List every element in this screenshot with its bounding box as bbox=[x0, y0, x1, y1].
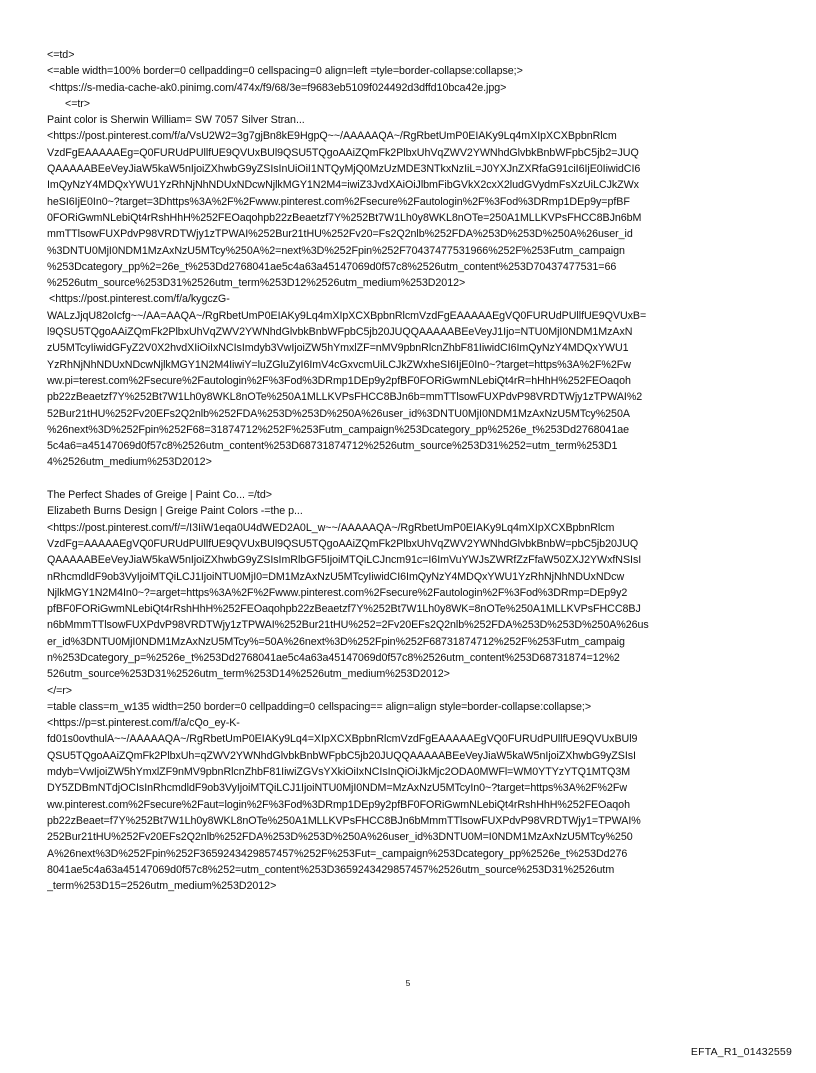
text-line: 8041ae5c4a63a45147069d0f57c8%252=utm_content%253D3659243429857457%2526utm_source%253D31%2526utm bbox=[47, 863, 615, 876]
text-line: mmTTlsowFUXPdvP98VRDTWjy1zTPWAI%252Bur21tHU%252Fv20=Fs2Q2nlb%252FDA%253D%253D%250A%26user_id bbox=[47, 228, 633, 241]
text-line: 4%2526utm_medium%253D2012> bbox=[47, 456, 212, 469]
text-line: n6bMmmTTlsowFUXPdvP98VRDTWjy1zTPWAI%252Bur21tHU%252=2Fv20EFs2Q2nlb%252FDA%253D%253D%250A%26us bbox=[47, 619, 649, 632]
text-line: The Perfect Shades of Greige | Paint Co... =/td> bbox=[47, 489, 272, 502]
text-line: QAAAAABEeVeyJiaW5kaW5nIjoiZXhwbG9yZSIsInUiOiI1NTQyMjQ0MzUzMDE3NTkxNzIiL=J0YXJnZXRfaG91ciI6IjE0IiwidCI6 bbox=[47, 163, 641, 176]
text-line: Paint color is Sherwin William= SW 7057 Silver Stran... bbox=[47, 114, 305, 127]
text-line: fd01s0ovthulA~~/AAAAAQA~/RgRbetUmP0EIAKy9Lq4=XIpXCXBpbnRlcmVzdFgEAAAAAEgVQ0FURUdPUllfUE9QVUxBUl9 bbox=[47, 733, 638, 746]
text-line: <=able width=100% border=0 cellpadding=0 cellspacing=0 align=left =tyle=border-collapse:collapse;> bbox=[47, 65, 523, 78]
text-line: VzdFg=AAAAAEgVQ0FURUdPUllfUE9QVUxBUl9QSU5TQgoAAiZQmFk2PlbxUhVqZWV2YWNhdGlvbkBnbW=pbC5jb20JUQ bbox=[47, 537, 639, 550]
text-line: %253Dcategory_pp%2=26e_t%253Dd2768041ae5c4a63a45147069d0f57c8%2526utm_content%253D70437477531=66 bbox=[47, 260, 617, 273]
text-line: <https://post.pinterest.com/f/a/VsU2W2=3g7gjBn8kE9HgpQ~~/AAAAAQA~/RgRbetUmP0EIAKy9Lq4mXIpXCXBpbnRlcm bbox=[47, 130, 617, 143]
text-line: 526utm_source%253D31%2526utm_term%253D14%2526utm_medium%253D2012> bbox=[47, 668, 450, 681]
text-line: YzRhNjNhNDUxNDcwNjlkMGY1N2M4IiwiY=luZGluZyI6ImV4cGxvcmUiLCJkZWxheSI6IjE0In0~?target=https%3A%2F%2Fw bbox=[47, 358, 631, 371]
text-line: 52Bur21tHU%252Fv20EFs2Q2nlb%252FDA%253D%253D%250A%26user_id%3DNTU0MjI0NDM1MzAxNzU5MTcy%250A bbox=[47, 407, 630, 420]
text-line: <https://post.pinterest.com/f/=/I3IiW1eqa0U4dWED2A0L_w~~/AAAAAQA~/RgRbetUmP0EIAKy9Lq4mXIpXCXBpbnRlcm bbox=[47, 521, 615, 534]
text-line: QAAAAABEeVeyJiaW5kaW5nIjoiZXhwbG9yZSIsImRlbGF5IjoiMTQiLCJncm91c=I6ImVuYWJsZWRfZzFfaW50ZXJ2YWxfNSIsI bbox=[47, 554, 642, 567]
text-line: WALzJjqU82oIcfg~~/AA=AAQA~/RgRbetUmP0EIAKy9Lq4mXIpXCXBpbnRlcmVzdFgEAAAAAEgVQ0FURUdPUllfUE9QVUxB= bbox=[47, 309, 647, 322]
text-line: pb22zBeaet=f7Y%252Bt7W1Lh0y8WKL8nOTe%250A1MLLKVPsFHCC8BJn6bMmmTTlsowFUXPdvP98VRDTWjy1=TPWAI% bbox=[47, 814, 641, 827]
text-line: <https://post.pinterest.com/f/a/kygczG- bbox=[49, 293, 230, 306]
text-line: <https://p=st.pinterest.com/f/a/cQo_ey-K- bbox=[47, 717, 240, 730]
text-line: pb22zBeaetzf7Y%252Bt7W1Lh0y8WKL8nOTe%250A1MLLKVPsFHCC8BJn6b=mmTTlsowFUXPdvP98VRDTWjy1zTPWAI%2 bbox=[47, 391, 643, 404]
text-line: Elizabeth Burns Design | Greige Paint Colors -=the p... bbox=[47, 505, 303, 518]
text-line: heSI6IjE0In0~?target=3Dhttps%3A%2F%2Fwww.pinterest.com%2Fsecure%2Fautologin%2F%3Fod%3DRmp1DEp9y=pfBF bbox=[47, 195, 630, 208]
text-line: ww.pinterest.com%2Fsecure%2Faut=login%2F%3Fod%3DRmp1DEp9y2pfBF0FORiGwmNLebiQt4rRshHhH%252FEOaqoh bbox=[47, 798, 630, 811]
document-body bbox=[47, 47, 773, 894]
text-line: mdyb=VwIjoiZW5hYmxlZF9nMV9pbnRlcnZhbF81IiwiZGVsYXkiOiIxNCIsInQiOiJkMjc2ODA0MWFl=WM0YTYzYTQ1MTQ3M bbox=[47, 766, 631, 779]
text-line: =table class=m_w135 width=250 border=0 cellpadding=0 cellspacing== align=align style=border-collapse:collapse;> bbox=[47, 700, 592, 713]
text-line: 0FORiGwmNLebiQt4rRshHhH%252FEOaqohpb22zBeaetzf7Y%252Bt7W1Lh0y8WKL8nOTe=250A1MLLKVPsFHCC8BJn6bM bbox=[47, 211, 642, 224]
text-line: </=r> bbox=[47, 684, 73, 697]
text-line: 5c4a6=a45147069d0f57c8%2526utm_content%253D68731874712%2526utm_source%253D31%252=utm_term%253D1 bbox=[47, 440, 618, 453]
text-line: er_id%3DNTU0MjI0NDM1MzAxNzU5MTcy%=50A%26next%3D%252Fpin%252F68731874712%252F%253Futm_campaig bbox=[47, 635, 625, 648]
text-line: <https://s-media-cache-ak0.pinimg.com/474x/f9/68/3e=f9683eb5109f024492d3dffd10bca42e.jpg> bbox=[49, 81, 507, 94]
text-line: nRhcmdldF9ob3VyIjoiMTQiLCJ1IjoiNTU0MjI0=DM1MzAxNzU5MTcyIiwidCI6ImQyNzY4MDQxYWU1YzRhNjNhNDUxNDcw bbox=[47, 570, 625, 583]
text-line: l9QSU5TQgoAAiZQmFk2PlbxUhVqZWV2YWNhdGlvbkBnbWFpbC5jb20JUQQAAAAABEeVeyJ1Ijo=NTU0MjI0NDM1MzAxN bbox=[47, 326, 633, 339]
text-line: DY5ZDBmNTdjOCIsInRhcmdldF9ob3VyIjoiMTQiLCJ1IjoiNTU0MjI0NDM=MzAxNzU5MTcyIn0~?target=https%3A%2F%2Fw bbox=[47, 782, 628, 795]
document-id: EFTA_R1_01432559 bbox=[690, 1046, 792, 1058]
text-line: ImQyNzY4MDQxYWU1YzRhNjNhNDUxNDcwNjlkMGY1N2M4=iwiZ3JvdXAiOiJlbmFibGVkX2cxX2ludGVydmFsXzUiLCJkZWx bbox=[47, 179, 639, 192]
text-line: <=td> bbox=[47, 49, 75, 61]
text-line: ww.pi=terest.com%2Fsecure%2Fautologin%2F%3Fod%3DRmp1DEp9y2pfBF0FORiGwmNLebiQt4rR=hHhH%252FEOaqoh bbox=[47, 374, 631, 387]
text-line: VzdFgEAAAAAEg=Q0FURUdPUllfUE9QVUxBUl9QSU5TQgoAAiZQmFk2PlbxUhVqZWV2YWNhdGlvbkBnbWFpbC5jb2=JUQ bbox=[47, 146, 639, 159]
text-line: _term%253D15=2526utm_medium%253D2012> bbox=[47, 880, 277, 893]
text-line: <=tr> bbox=[65, 97, 91, 110]
text-line: A%26next%3D%252Fpin%252F3659243429857457%252F%253Fut=_campaign%253Dcategory_pp%2526e_t%253Dd276 bbox=[47, 847, 628, 860]
text-line: zU5MTcyIiwidGFyZ2V0X2hvdXIiOiIxNCIsImdyb3VwIjoiZW5hYmxlZF=nMV9pbnRlcnZhbF81IiwidCI6ImQyNzY4MDQxYWU1 bbox=[47, 342, 629, 355]
text-line: %2526utm_source%253D31%2526utm_term%253D12%2526utm_medium%253D2012> bbox=[47, 277, 466, 290]
text-line: %3DNTU0MjI0NDM1MzAxNzU5MTcy%250A%2=next%3D%252Fpin%252F70437477531966%252F%253Futm_campaign bbox=[47, 244, 625, 257]
page-number: 5 bbox=[405, 978, 411, 988]
text-line: pfBF0FORiGwmNLebiQt4rRshHhH%252FEOaqohpb22zBeaetzf7Y%252Bt7W1Lh0y8WK=8nOTe%250A1MLLKVPsFHCC8BJ bbox=[47, 603, 641, 616]
text-line: NjlkMGY1N2M4In0~?=arget=https%3A%2F%2Fwww.pinterest.com%2Fsecure%2Fautologin%2F%3Fod%3DRmp=DEp9y2 bbox=[47, 586, 628, 599]
text-line: 252Bur21tHU%252Fv20EFs2Q2nlb%252FDA%253D%253D%250A%26user_id%3DNTU0M=I0NDM1MzAxNzU5MTcy%250 bbox=[47, 831, 633, 844]
text-line: %26next%3D%252Fpin%252F68=31874712%252F%253Futm_campaign%253Dcategory_pp%2526e_t%253Dd2768041ae bbox=[47, 423, 630, 436]
text-line: QSU5TQgoAAiZQmFk2PlbxUh=qZWV2YWNhdGlvbkBnbWFpbC5jb20JUQQAAAAABEeVeyJiaW5kaW5nIjoiZXhwbG9yZSIsI bbox=[47, 749, 636, 762]
blank-line bbox=[47, 471, 773, 487]
text-line: n%253Dcategory_p=%2526e_t%253Dd2768041ae5c4a63a45147069d0f57c8%2526utm_content%253D68731874=12%2 bbox=[47, 651, 620, 664]
